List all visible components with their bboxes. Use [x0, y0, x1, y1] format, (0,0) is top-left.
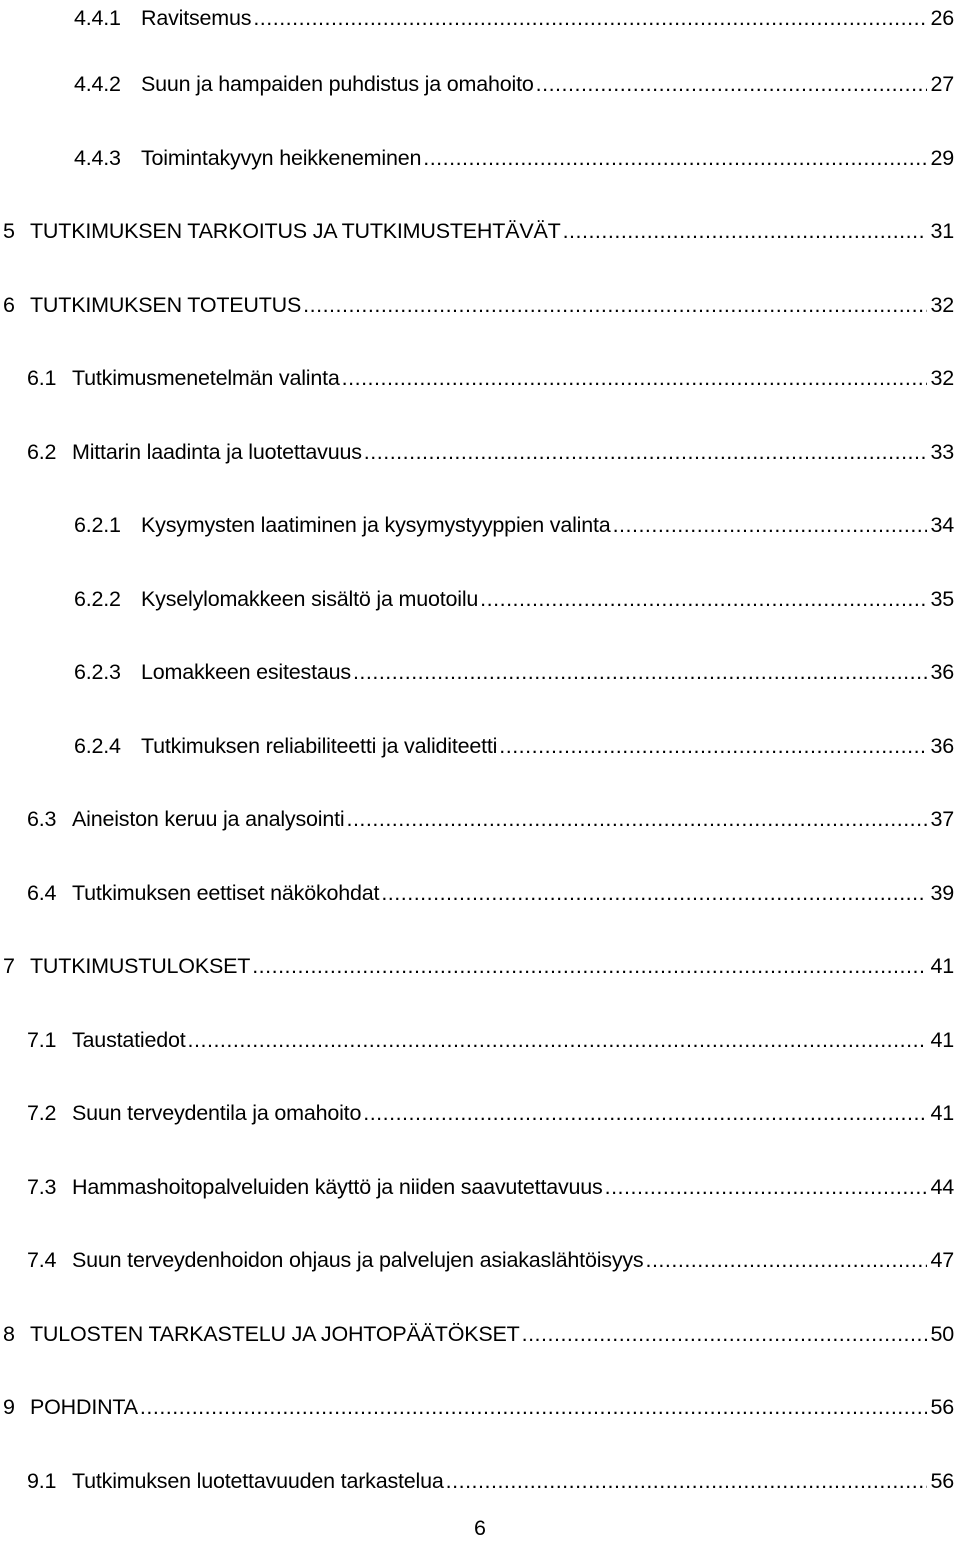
toc-entry-page: 41 [930, 953, 954, 978]
toc-entry-title: POHDINTA [30, 1394, 138, 1419]
dot-leader [605, 1175, 928, 1200]
toc-entry-page: 34 [930, 512, 954, 537]
toc-entry[interactable] [27, 1463, 954, 1499]
toc-entry-page: 36 [930, 659, 954, 684]
toc-entry-number: 6.2.1 [74, 512, 121, 537]
toc-entry-page: 33 [930, 439, 954, 464]
toc-entry-number: 7 [3, 953, 15, 978]
toc-entry-page: 44 [930, 1174, 954, 1199]
toc-entry-number: 8 [3, 1321, 15, 1346]
toc-entry[interactable] [27, 801, 954, 837]
toc-entry-title: Tutkimuksen eettiset näkökohdat [72, 880, 380, 905]
toc-entry-title: Tutkimuksen reliabiliteetti ja validiteetti [141, 733, 498, 758]
toc-entry-number: 9 [3, 1394, 15, 1419]
toc-entry-number: 6.3 [27, 806, 57, 831]
toc-entry-page: 32 [930, 365, 954, 390]
dot-leader [446, 1469, 928, 1494]
toc-entry[interactable] [3, 287, 954, 323]
toc-entry-number: 4.4.1 [74, 5, 121, 30]
toc-entry-page: 56 [930, 1468, 954, 1493]
toc-entry[interactable] [27, 434, 954, 470]
toc-entry[interactable] [27, 1169, 954, 1205]
toc-entry[interactable] [3, 1389, 954, 1425]
toc-entry-number: 6 [3, 292, 15, 317]
dot-leader [253, 6, 927, 31]
toc-entry[interactable] [74, 728, 954, 764]
toc-entry-title: Lomakkeen esitestaus [141, 659, 351, 684]
toc-entry-title: TUTKIMUKSEN TARKOITUS JA TUTKIMUSTEHTÄVÄT [30, 218, 561, 243]
dot-leader [252, 954, 927, 979]
toc-entry-title: Kysymysten laatiminen ja kysymystyyppien valinta [141, 512, 611, 537]
toc-entry-number: 6.2.3 [74, 659, 121, 684]
toc-entry-page: 36 [930, 733, 954, 758]
toc-entry-title: Aineiston keruu ja analysointi [72, 806, 345, 831]
toc-entry-page: 26 [930, 5, 954, 30]
toc-entry-page: 41 [930, 1100, 954, 1125]
toc-entry-title: Suun ja hampaiden puhdistus ja omahoito [141, 71, 534, 96]
toc-entry-page: 56 [930, 1394, 954, 1419]
dot-leader [381, 881, 927, 906]
toc-entry-page: 50 [930, 1321, 954, 1346]
dot-leader [353, 660, 928, 685]
toc-entry-number: 6.2 [27, 439, 57, 464]
toc-entry-number: 6.2.2 [74, 586, 121, 611]
toc-entry[interactable] [27, 1022, 954, 1058]
toc-entry-number: 9.1 [27, 1468, 57, 1493]
toc-entry-number: 6.2.4 [74, 733, 121, 758]
dot-leader [613, 513, 928, 538]
toc-entry-number: 7.1 [27, 1027, 57, 1052]
toc-entry-page: 41 [930, 1027, 954, 1052]
toc-entry-title: Tutkimusmenetelmän valinta [72, 365, 340, 390]
toc-entry[interactable] [27, 1095, 954, 1131]
page-number: 6 [474, 1516, 486, 1540]
dot-leader [140, 1395, 928, 1420]
toc-entry-title: Suun terveydenhoidon ohjaus ja palvelujen asiakaslähtöisyys [72, 1247, 644, 1272]
toc-entry[interactable] [3, 948, 954, 984]
toc-entry[interactable] [3, 1316, 954, 1352]
toc-entry-title: Mittarin laadinta ja luotettavuus [72, 439, 362, 464]
toc-entry[interactable] [27, 875, 954, 911]
dot-leader [363, 1101, 927, 1126]
toc-entry-title: Kyselylomakkeen sisältö ja muotoilu [141, 586, 479, 611]
toc-entry-title: TUTKIMUSTULOKSET [30, 953, 251, 978]
dot-leader [645, 1248, 927, 1273]
dot-leader [342, 366, 928, 391]
toc-entry-title: Hammashoitopalveluiden käyttö ja niiden saavutettavuus [72, 1174, 603, 1199]
toc-entry-number: 6.1 [27, 365, 57, 390]
toc-entry-title: TUTKIMUKSEN TOTEUTUS [30, 292, 302, 317]
dot-leader [303, 293, 927, 318]
toc-entry[interactable] [27, 360, 954, 396]
toc-entry[interactable] [74, 507, 954, 543]
toc-entry[interactable] [27, 1242, 954, 1278]
dot-leader [188, 1028, 928, 1053]
toc-entry[interactable] [74, 654, 954, 690]
toc-entry-page: 37 [930, 806, 954, 831]
dot-leader [563, 219, 928, 244]
toc-entry-page: 32 [930, 292, 954, 317]
toc-entry-title: TULOSTEN TARKASTELU JA JOHTOPÄÄTÖKSET [30, 1321, 520, 1346]
toc-entry-number: 6.4 [27, 880, 57, 905]
dot-leader [423, 146, 927, 171]
toc-entry[interactable] [3, 213, 954, 249]
toc-entry-title: Toimintakyvyn heikkeneminen [141, 145, 422, 170]
toc-entry-number: 4.4.2 [74, 71, 121, 96]
toc-entry-page: 27 [930, 71, 954, 96]
toc-entry-page: 47 [930, 1247, 954, 1272]
toc-entry-number: 7.4 [27, 1247, 57, 1272]
dot-leader [346, 807, 927, 832]
toc-entry-title: Suun terveydentila ja omahoito [72, 1100, 362, 1125]
dot-leader [522, 1322, 928, 1347]
toc-entry-number: 7.3 [27, 1174, 57, 1199]
toc-entry-page: 31 [930, 218, 954, 243]
dot-leader [480, 587, 927, 612]
toc-entry-number: 4.4.3 [74, 145, 121, 170]
toc-entry[interactable] [74, 0, 954, 36]
toc-entry-title: Ravitsemus [141, 5, 252, 30]
toc-entry[interactable] [74, 581, 954, 617]
toc-entry-page: 29 [930, 145, 954, 170]
dot-leader [536, 72, 928, 97]
toc-entry-number: 5 [3, 218, 15, 243]
toc-entry-title: Tutkimuksen luotettavuuden tarkastelua [72, 1468, 444, 1493]
toc-entry-number: 7.2 [27, 1100, 57, 1125]
dot-leader [364, 440, 928, 465]
toc-entry-page: 35 [930, 586, 954, 611]
dot-leader [499, 734, 927, 759]
toc-entry-page: 39 [930, 880, 954, 905]
toc-entry[interactable] [74, 140, 954, 176]
toc-entry[interactable] [74, 66, 954, 102]
toc-entry-title: Taustatiedot [72, 1027, 186, 1052]
